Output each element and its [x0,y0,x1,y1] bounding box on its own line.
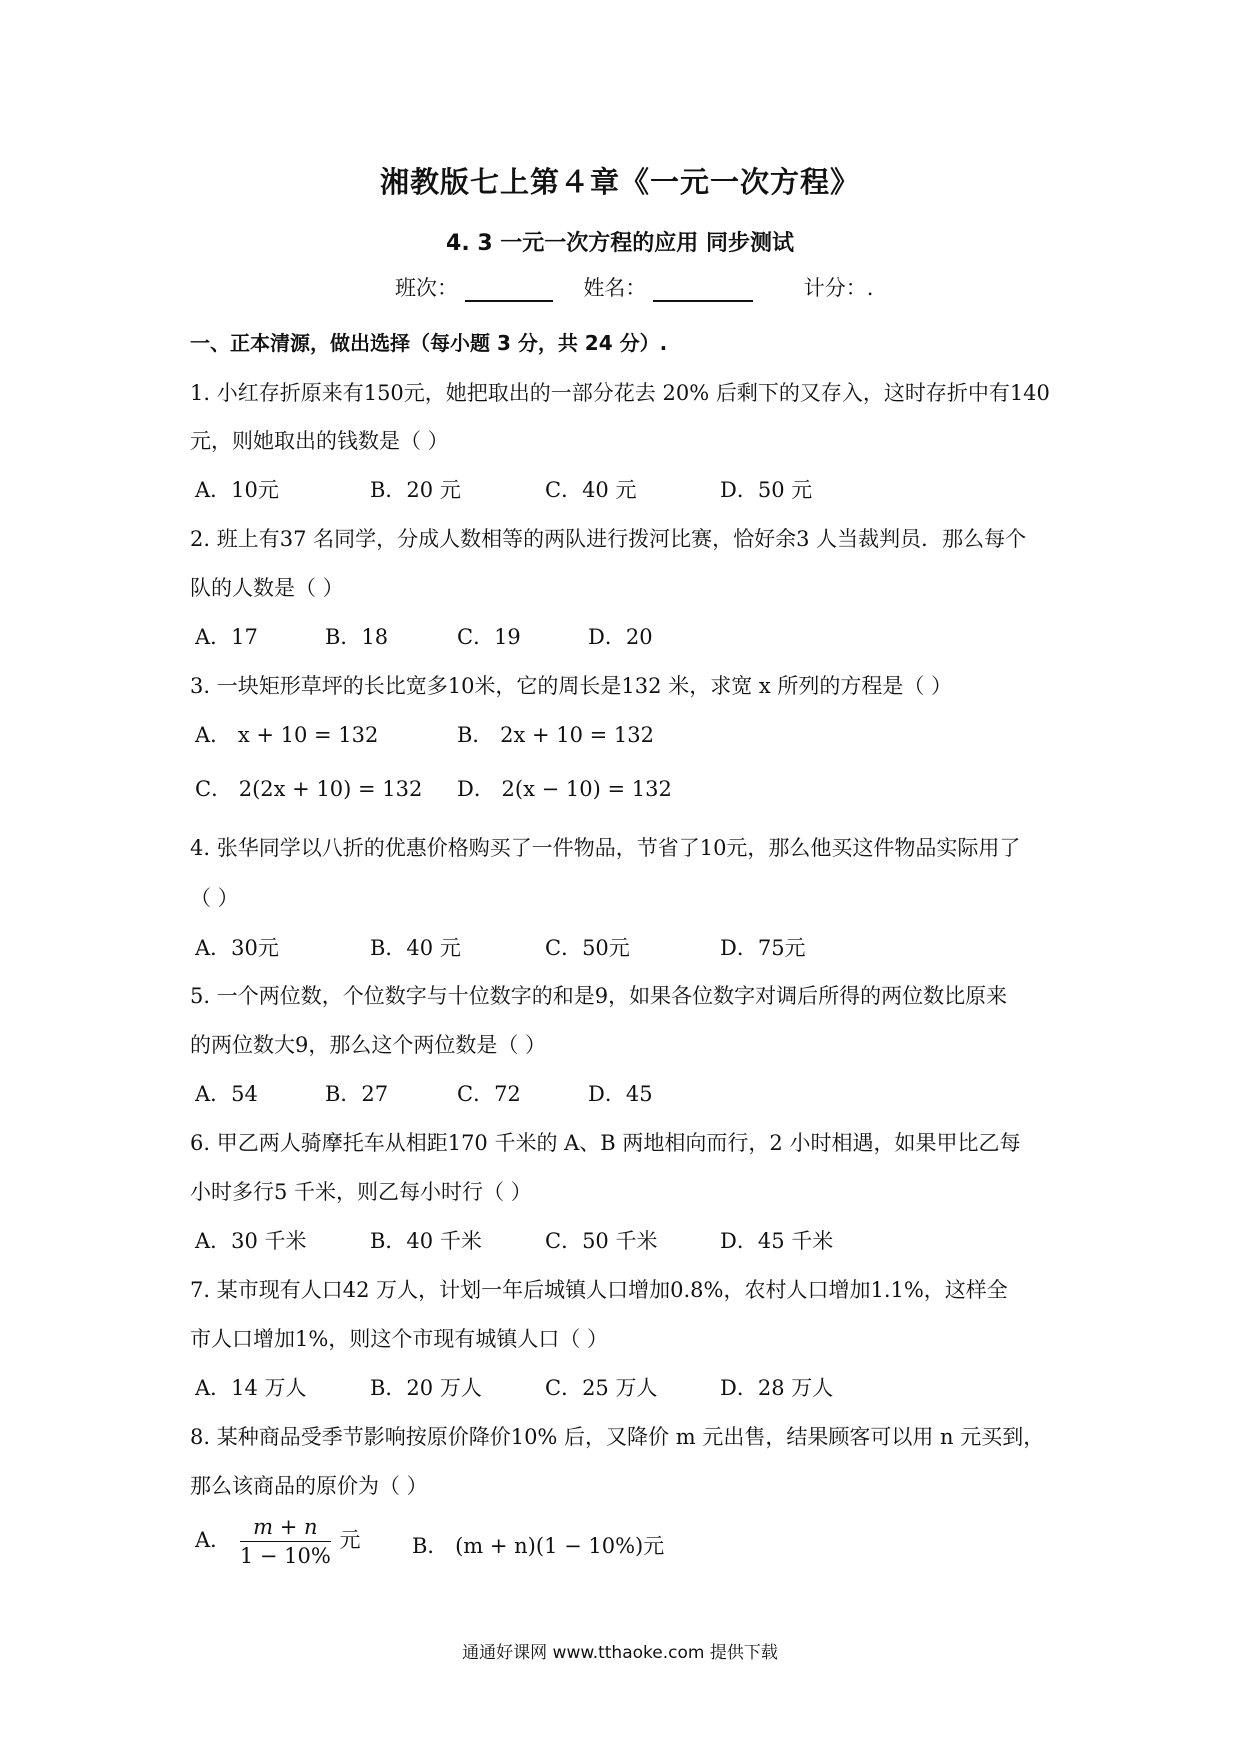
q7-option-c[interactable]: C．25 万人 [545,1376,658,1400]
question-8-line-1: 8. 某种商品受季节影响按原价降价10% 后，又降价 m 元出售，结果顾客可以用 n 元买到， [190,1425,1045,1449]
q6-option-a[interactable]: A．30 千米 [195,1229,307,1253]
fraction-denominator: 1 − 10% [239,1544,331,1568]
q4-option-b[interactable]: B．40 元 [370,936,461,960]
q6-option-d[interactable]: D．45 千米 [720,1229,834,1253]
student-info-row [395,272,873,302]
section-heading: 一、正本清源，做出选择（每小题 3 分，共 24 分）. [190,331,668,355]
q3-option-a[interactable]: A． x + 10 = 132 [195,723,379,747]
q7-option-a[interactable]: A．14 万人 [195,1376,307,1400]
question-1-line-1: 1. 小红存折原来有150元，她把取出的一部分花去 20% 后剩下的又存入，这时存折中有140 [190,381,1050,405]
page-subtitle: 4. 3 一元一次方程的应用 同步测试 [446,231,794,256]
q8-option-a-label: A． [195,1528,232,1552]
q2-option-c[interactable]: C．19 [457,625,521,649]
name-label: 姓名： [583,276,647,300]
q7-option-d[interactable]: D．28 万人 [720,1376,834,1400]
q5-option-c[interactable]: C．72 [457,1082,521,1106]
q3-option-b[interactable]: B． 2x + 10 = 132 [457,723,655,747]
q8-option-b[interactable]: B． (m + n)(1 − 10%)元 [412,1534,665,1558]
score-label: 计分：. [803,276,874,300]
q6-option-c[interactable]: C．50 千米 [545,1229,658,1253]
q5-option-b[interactable]: B．27 [325,1082,389,1106]
question-8-line-2: 那么该商品的原价为（ ） [190,1474,428,1498]
q1-option-a[interactable]: A．10元 [195,478,279,502]
question-7-line-1: 7. 某市现有人口42 万人，计划一年后城镇人口增加0.8%，农村人口增加1.1%，这样全 [190,1278,1008,1302]
q1-option-d[interactable]: D．50 元 [720,478,813,502]
page-title: 湘教版七上第４章《一元一次方程》 [379,165,860,199]
question-3-line-1: 3. 一块矩形草坪的长比宽多10米，它的周长是132 米，求宽 x 所列的方程是（ ） [190,674,953,698]
question-5-line-1: 5. 一个两位数，个位数字与十位数字的和是9，如果各位数字对调后所得的两位数比原来 [190,984,1008,1008]
question-4-line-1: 4. 张华同学以八折的优惠价格购买了一件物品，节省了10元，那么他买这件物品实际用了 [190,836,1021,860]
class-label: 班次： [395,276,458,300]
download-footer: 通通好课网 www.tthaoke.com 提供下载 [462,1643,778,1663]
q4-option-d[interactable]: D．75元 [720,936,806,960]
q1-option-c[interactable]: C．40 元 [545,478,637,502]
q3-option-c[interactable]: C． 2(2x + 10) = 132 [195,777,423,801]
question-6-line-1: 6. 甲乙两人骑摩托车从相距170 千米的 A、B 两地相向而行，2 小时相遇，如果甲比乙每 [190,1131,1021,1155]
name-blank[interactable] [653,278,753,302]
q3-option-d[interactable]: D． 2(x − 10) = 132 [457,777,672,801]
q2-option-d[interactable]: D．20 [588,625,653,649]
q8-option-a-fraction [240,1515,331,1568]
question-2-line-1: 2. 班上有37 名同学，分成人数相等的两队进行拨河比赛，恰好余3 人当裁判员．那么每个 [190,527,1027,551]
question-5-line-2: 的两位数大9，那么这个两位数是（ ） [190,1033,547,1057]
question-1-line-2: 元，则她取出的钱数是（ ） [190,429,449,453]
q4-option-c[interactable]: C．50元 [545,936,630,960]
q8-option-a-unit: 元 [339,1528,361,1552]
question-2-line-2: 队的人数是（ ） [190,576,344,600]
q4-option-a[interactable]: A．30元 [195,936,279,960]
q5-option-a[interactable]: A．54 [195,1082,258,1106]
q2-option-a[interactable]: A．17 [195,625,258,649]
question-6-line-2: 小时多行5 千米，则乙每小时行（ ） [190,1180,532,1204]
question-4-line-2: （ ） [190,886,239,910]
class-blank[interactable] [465,278,553,302]
q1-option-b[interactable]: B．20 元 [370,478,461,502]
q7-option-b[interactable]: B．20 万人 [370,1376,482,1400]
q6-option-b[interactable]: B．40 千米 [370,1229,482,1253]
q5-option-d[interactable]: D．45 [588,1082,653,1106]
q8-option-a[interactable] [195,1515,361,1568]
q2-option-b[interactable]: B．18 [325,625,389,649]
fraction-numerator: m + n [240,1515,331,1542]
question-7-line-2: 市人口增加1%，则这个市现有城镇人口（ ） [190,1327,608,1351]
